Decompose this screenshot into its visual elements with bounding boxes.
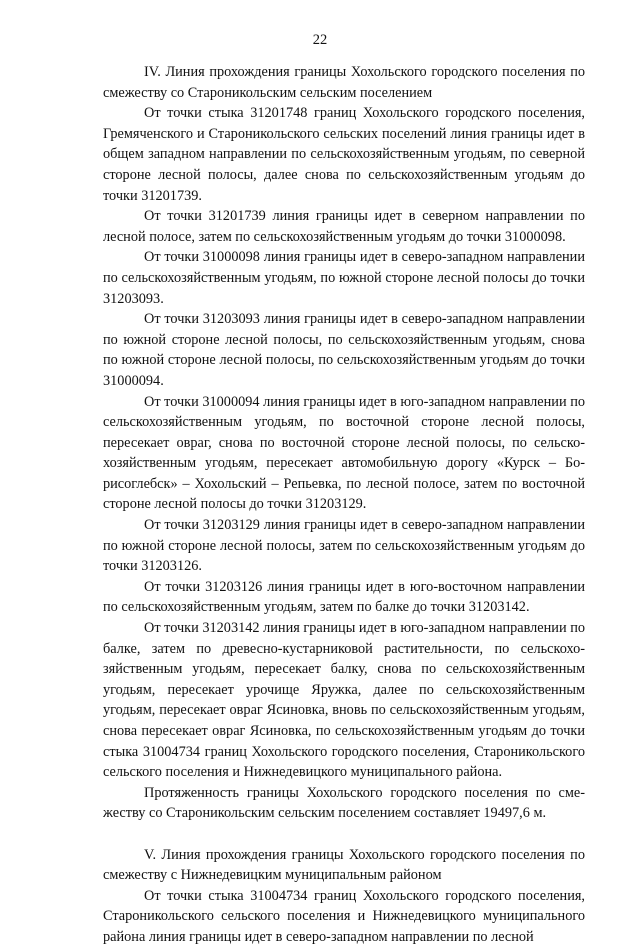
paragraph: От точки 31201739 линия границы идет в северном направлении по лесной полосе, затем по сельскохозяйственным угодьям до точки 31000098. (103, 208, 585, 245)
document-body (103, 62, 585, 948)
paragraph: От точки 31203093 линия границы идет в северо-западном направлении по южной стороне лесной полосы, по сельскохозяйственным угодьям, снова по южной стороне лесной полосы, по сельскохозяйственным угодьям до точки 31000094. (103, 311, 585, 389)
section-heading: IV. Линия прохождения границы Хохольского городского поселения по смежеству со Староникольским сельским поселением (103, 64, 585, 101)
paragraph: От точки 31203129 линия границы идет в северо-западном направлении по южной стороне лесной полосы, затем по сельскохозяйственным угодьям до точки 31203126. (103, 517, 585, 575)
paragraph: Протяженность границы Хохольского городского поселения по смежеству со Староникольским сельским поселением составляет 19497,6 м. (103, 784, 585, 822)
paragraph: От точки 31000094 линия границы идет в юго-западном направлении по сельскохозяйственным угодьям, по восточной стороне лесной полосы, пересекает овраг, снова по восточной стороне лесной полосы, по сельскохозяйственным угодьям, пересекает автомобильную дорогу «Курск – Борисоглебск» – Хохольский – Репьевка, по лесной полосе, затем по восточной стороне лесной полосы до точки 31203129. (103, 393, 585, 513)
paragraph: От точки 31203126 линия границы идет в юго-восточном направлении по сельскохозяйственным угодьям, затем по балке до точки 31203142. (103, 578, 585, 616)
paragraph: От точки 31000098 линия границы идет в северо-западном направлении по сельскохозяйственным угодьям, по южной стороне лесной полосы до точки 31203093. (103, 249, 585, 307)
section-divider (103, 824, 585, 845)
paragraph: От точки стыка 31201748 границ Хохольского городского поселения, Гремяченского и Староникольского сельских поселений линия границы идет в общем западном направлении по сельскохозяйственным угодьям, по северной стороне лесной полосы, далее снова по сельскохозяйственным угодьям до точки 31201739. (103, 105, 585, 204)
paragraph: От точки стыка 31004734 границ Хохольского городского поселения, Староникольского сельского поселения и Нижнедевицкого муниципального района линия границы идет в северо-западном направлении по лесной (103, 887, 585, 945)
section-heading: V. Линия прохождения границы Хохольского городского поселения по смежеству с Нижнедевицким муниципальным районом (103, 846, 585, 884)
paragraph: От точки 31203142 линия границы идет в юго-западном направлении по балке, затем по древесно-кустарниковой растительности, по сельскохозяйственным угодьям, пересекает балку, снова по сельскохозяйственным угодьям, пересекает урочище Яружка, далее по сельскохозяйственным угодьям, пересекает овраг Ясиновка, вновь по сельскохозяйственным угодьям, снова пересекает овраг Ясиновка, по сельскохозяйственным угодьям до точки стыка 31004734 границ Хохольского городского поселения, Староникольского сельского поселения и Нижнедевицкого муниципального района. (103, 620, 585, 781)
page-number: 22 (312, 32, 328, 48)
